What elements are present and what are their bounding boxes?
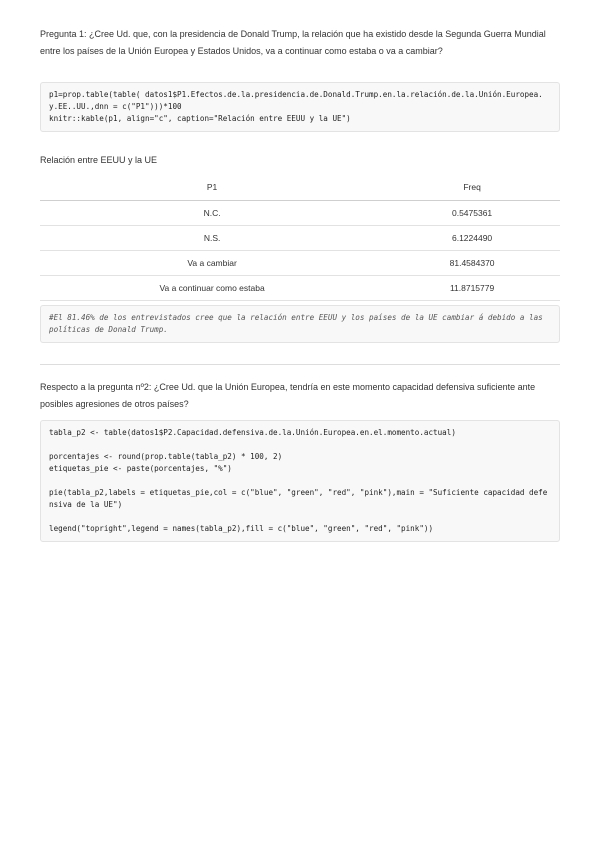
table-cell: N.S. [40,226,384,251]
code-line: etiquetas_pie <- paste(porcentajes, "%") [49,464,232,473]
code-line: pie(tabla_p2,labels = etiquetas_pie,col = c("blue", "green", "red", "pink"),main = "Suficiente capacidad defensiva de la UE") [49,488,548,509]
question-1-text: Pregunta 1: ¿Cree Ud. que, con la presidencia de Donald Trump, la relación que ha existido desde la Segunda Guerra Mundial entre los países de la Unión Europea y Estados Unidos, va a continuar como estaba o va a cambiar? [40,29,546,56]
question-2-text: Respecto a la pregunta nº2: ¿Cree Ud. que la Unión Europea, tendría en este momento capacidad defensiva suficiente ante posibles agresiones de otros países? [40,382,536,409]
table-row [40,251,560,276]
code-line: tabla_p2 <- table(datos1$P2.Capacidad.defensiva.de.la.Unión.Europea.en.el.momento.actual) [49,428,456,437]
code-line: p1=prop.table(table( datos1$P1.Efectos.de.la.presidencia.de.Donald.Trump.en.la.relación.de.la.Unión.Europea.y.EE..UU.,dnn = c("P1")))*100 [49,90,543,111]
table-cell: Va a continuar como estaba [40,276,384,301]
code-line: knitr::kable(p1, align="c", caption="Relación entre EEUU y la UE") [49,114,351,123]
table-cell: Va a cambiar [40,251,384,276]
column-header-p1: P1 [40,174,384,201]
column-header-freq: Freq [384,174,560,201]
frequency-table [40,174,560,301]
table-cell: N.C. [40,201,384,226]
table-caption: Relación entre EEUU y la UE [40,155,158,165]
table-row [40,201,560,226]
analysis-comment: #El 81.46% de los entrevistados cree que la relación entre EEUU y los países de la UE cambiar á debido a las políticas de Donald Trump. [49,313,548,334]
section-divider [40,364,560,365]
table-row [40,226,560,251]
comment-block [40,305,560,343]
code-line: porcentajes <- round(prop.table(tabla_p2) * 100, 2) [49,452,283,461]
code-line [49,475,551,487]
table-header-row [40,174,560,201]
code-line: legend("topright",legend = names(tabla_p2),fill = c("blue", "green", "red", "pink")) [49,524,434,533]
table-cell: 81.4584370 [384,251,560,276]
code-line [49,511,551,523]
table-cell: 11.8715779 [384,276,560,301]
code-block-p2 [40,420,560,542]
table-cell: 0.5475361 [384,201,560,226]
code-block-p1 [40,82,560,132]
table-row [40,276,560,301]
table-cell: 6.1224490 [384,226,560,251]
code-line [49,439,551,451]
